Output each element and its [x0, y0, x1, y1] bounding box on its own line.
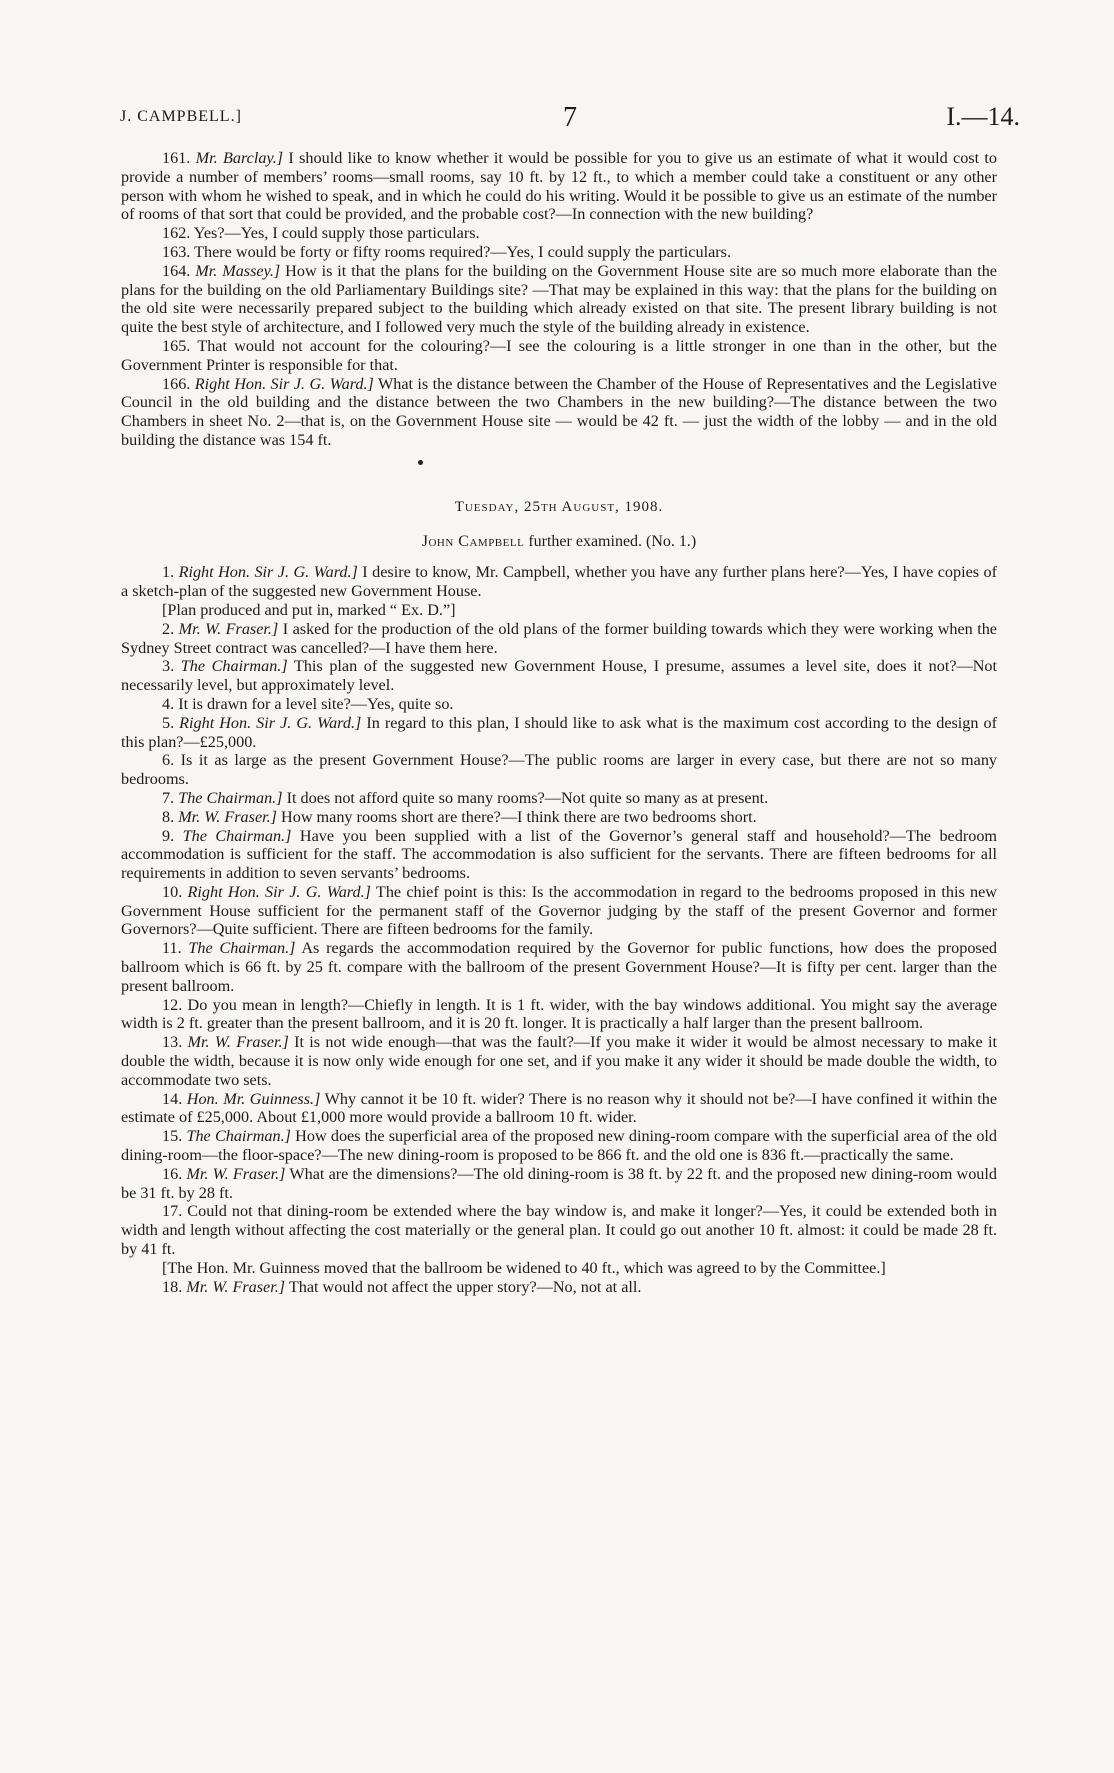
testimony-paragraph: [121, 224, 997, 243]
testimony-text: Why cannot it be 10 ft. wider? There is no reason why it should not be?—I have confined it within the estimate of £25,000. About £1,000 more would provide a ballroom 10 ft. wider.: [121, 1089, 998, 1127]
question-number: 12.: [162, 995, 183, 1014]
testimony-paragraph: [121, 337, 997, 375]
document-body: [121, 149, 997, 1296]
speaker-name: Right Hon. Sir J. G. Ward.]: [187, 882, 371, 901]
speaker-name: Mr. W. Fraser.]: [186, 1277, 286, 1296]
question-number: 14.: [162, 1089, 183, 1108]
question-number: 166.: [162, 374, 191, 393]
separator-dot: [418, 460, 423, 465]
witness-heading-rest: further examined. (No. 1.): [524, 532, 697, 550]
testimony-paragraph: [121, 1090, 997, 1128]
testimony-text: [The Hon. Mr. Guinness moved that the ballroom be widened to 40 ft., which was agreed to by the Committee.]: [162, 1258, 886, 1277]
speaker-name: The Chairman.]: [178, 788, 283, 807]
testimony-text: Is it as large as the present Government House?—The public rooms are larger in every case, but there are not so many bedrooms.: [121, 751, 998, 789]
testimony-paragraph: [121, 1202, 997, 1258]
testimony-paragraph: [121, 789, 997, 808]
testimony-paragraph: [121, 827, 997, 883]
testimony-text: This plan of the suggested new Government House, I presume, assumes a level site, does it not?—Not necessarily level, but approximately level.: [121, 657, 997, 695]
testimony-text: I asked for the production of the old plans of the former building towards which they were working when the Sydney Street contract was cancelled?—I have them here.: [121, 619, 997, 657]
testimony-text: Do you mean in length?—Chiefly in length. It is 1 ft. wider, with the bay windows additional. You might say the average width is 2 ft. greater than the present ballroom, and it is 20 ft. longer. It is practically a half larger than the present ballroom.: [121, 995, 998, 1033]
question-number: 2.: [162, 619, 175, 638]
question-number: 6.: [162, 751, 175, 770]
speaker-name: Mr. W. Fraser.]: [186, 1164, 286, 1183]
testimony-paragraph: [121, 939, 997, 995]
question-number: 11.: [162, 939, 182, 958]
testimony-paragraph: [121, 620, 997, 658]
question-number: 1.: [162, 563, 175, 582]
testimony-paragraph: [121, 1259, 997, 1278]
testimony-paragraph: [121, 751, 997, 789]
question-number: 164.: [162, 261, 191, 280]
question-number: 7.: [162, 788, 175, 807]
witness-heading: [121, 533, 997, 552]
question-number: 9.: [162, 826, 175, 845]
question-number: 5.: [162, 713, 175, 732]
question-number: 161.: [162, 149, 191, 167]
testimony-paragraph: [121, 808, 997, 827]
testimony-text: In regard to this plan, I should like to ask what is the maximum cost according to the design of this plan?—£25,000.: [121, 713, 997, 751]
speaker-name: Mr. Barclay.]: [195, 149, 284, 167]
section-separator: [121, 450, 997, 478]
testimony-text: Have you been supplied with a list of the Governor’s general staff and household?—The bedroom accommodation is sufficient for the staff. The accommodation is also sufficient for the servants. There are fifteen bedrooms for all requirements in addition to seven servants’ bedrooms.: [121, 826, 998, 883]
testimony-paragraph: [121, 601, 997, 620]
speaker-name: Right Hon. Sir J. G. Ward.]: [178, 563, 358, 582]
question-number: 3.: [162, 657, 175, 676]
testimony-section-current: [121, 563, 997, 1296]
testimony-paragraph: [121, 149, 997, 224]
testimony-text: As regards the accommodation required by the Governor for public functions, how does the proposed ballroom which is 66 ft. by 25 ft. compare with the ballroom of the present Government House?—It is fifty per cent. larger than the present ballroom.: [121, 939, 997, 995]
question-number: 10.: [162, 882, 183, 901]
testimony-paragraph: [121, 714, 997, 752]
testimony-section-previous: [121, 149, 997, 450]
witness-name: John Campbell: [421, 532, 525, 550]
testimony-text: [Plan produced and put in, marked “ Ex. D.”]: [162, 600, 456, 619]
question-number: 163.: [162, 242, 191, 261]
question-number: 15.: [162, 1127, 183, 1146]
testimony-paragraph: [121, 883, 997, 939]
testimony-text: There would be forty or fifty rooms required?—Yes, I could supply the particulars.: [194, 242, 731, 261]
testimony-text: What are the dimensions?—The old dining-room is 38 ft. by 22 ft. and the proposed new dining-room would be 31 ft. by 28 ft.: [121, 1164, 997, 1202]
question-number: 13.: [162, 1033, 183, 1052]
testimony-text: It is drawn for a level site?—Yes, quite so.: [178, 694, 454, 713]
header-witness-name: J. CAMPBELL.]: [120, 108, 242, 125]
testimony-paragraph: [121, 1033, 997, 1089]
testimony-paragraph: [121, 657, 997, 695]
testimony-paragraph: [121, 375, 997, 450]
testimony-text: It does not afford quite so many rooms?—Not quite so many as at present.: [282, 788, 769, 807]
testimony-paragraph: [121, 996, 997, 1034]
testimony-text: How is it that the plans for the building on the Government House site are so much more elaborate than the plans for the building on the old Parliamentary Buildings site? —That may be explained in this way: that the plans for the building on the old site were necessarily prepared subject to the building which already existed on that site. The present library building is not quite the best style of architecture, and I followed very much the style of the building already in existence.: [121, 261, 997, 337]
speaker-name: The Chairman.]: [182, 826, 292, 845]
testimony-text: It is not wide enough—that was the fault?—If you make it wider it would be almost necessary to make it double the width, because it is now only wide enough for one set, and if you make it any wider it should be made double the width, to accommodate two sets.: [121, 1033, 997, 1089]
testimony-paragraph: [121, 1165, 997, 1203]
testimony-text: I desire to know, Mr. Campbell, whether you have any further plans here?—Yes, I have copies of a sketch-plan of the suggested new Government House.: [121, 563, 997, 601]
testimony-paragraph: [121, 563, 997, 601]
date-heading: Tuesday, 25th August, 1908.: [454, 498, 664, 515]
speaker-name: Hon. Mr. Guinness.]: [186, 1089, 321, 1108]
testimony-text: The chief point is this: Is the accommodation in regard to the bedrooms proposed in this new Government House sufficient for the permanent staff of the Governor judging by the staff of the present Governor and former Governors?—Quite sufficient. There are fifteen bedrooms for the family.: [121, 882, 998, 939]
question-number: 165.: [162, 336, 191, 355]
testimony-text: What is the distance between the Chamber of the House of Representatives and the Legislative Council in the old building and the distance between the two Chambers in the new building?—The distance between the two Chambers in sheet No. 2—that is, on the Government House site — would be 42 ft. — just the width of the lobby — and in the old building the distance was 154 ft.: [121, 374, 997, 449]
testimony-text: Yes?—Yes, I could supply those particulars.: [193, 224, 480, 243]
speaker-name: Mr. Massey.]: [195, 261, 281, 280]
speaker-name: Right Hon. Sir J. G. Ward.]: [194, 374, 374, 393]
speaker-name: Mr. W. Fraser.]: [178, 619, 279, 638]
testimony-text: That would not affect the upper story?—No, not at all.: [285, 1277, 642, 1296]
testimony-paragraph: [121, 1127, 997, 1165]
testimony-paragraph: [121, 695, 997, 714]
question-number: 18.: [162, 1277, 183, 1296]
question-number: 162.: [162, 224, 191, 243]
speaker-name: Mr. W. Fraser.]: [178, 807, 277, 826]
question-number: 4.: [162, 694, 175, 713]
speaker-name: The Chairman.]: [180, 657, 288, 676]
question-number: 17.: [162, 1202, 183, 1221]
testimony-text: How many rooms short are there?—I think there are two bedrooms short.: [276, 807, 757, 826]
page-header: [120, 104, 1020, 134]
document-reference: I.—14.: [946, 102, 1020, 131]
testimony-paragraph: [121, 1278, 997, 1297]
testimony-text: How does the superficial area of the proposed new dining-room compare with the superficial area of the old dining-room—the floor-space?—The new dining-room is proposed to be 866 ft. and the old one is 836 ft.—practically the same.: [121, 1127, 998, 1165]
page-number: 7: [563, 102, 577, 133]
speaker-name: The Chairman.]: [186, 1127, 291, 1146]
speaker-name: Mr. W. Fraser.]: [187, 1033, 289, 1052]
question-number: 8.: [162, 807, 175, 826]
testimony-paragraph: [121, 262, 997, 337]
testimony-paragraph: [121, 243, 997, 262]
testimony-text: That would not account for the colouring?—I see the colouring is a little stronger in one than in the other, but the Government Printer is responsible for that.: [121, 336, 997, 374]
speaker-name: The Chairman.]: [188, 939, 296, 958]
question-number: 16.: [162, 1164, 183, 1183]
testimony-text: Could not that dining-room be extended where the bay window is, and make it longer?—Yes, it could be extended both in width and length without affecting the cost materially or the general plan. It could go out another 10 ft. almost: it could be made 28 ft. by 41 ft.: [121, 1202, 997, 1259]
testimony-text: I should like to know whether it would be possible for you to give us an estimate of what it would cost to provide a number of members’ rooms—small rooms, say 10 ft. by 12 ft., to which a member could take a constituent or any other person with whom he wished to speak, and in which he could do his writing. Would it be possible to give us an estimate of the number of rooms of that sort that could be provided, and the probable cost?—In connection with the new building?: [121, 149, 997, 224]
speaker-name: Right Hon. Sir J. G. Ward.]: [179, 713, 362, 732]
